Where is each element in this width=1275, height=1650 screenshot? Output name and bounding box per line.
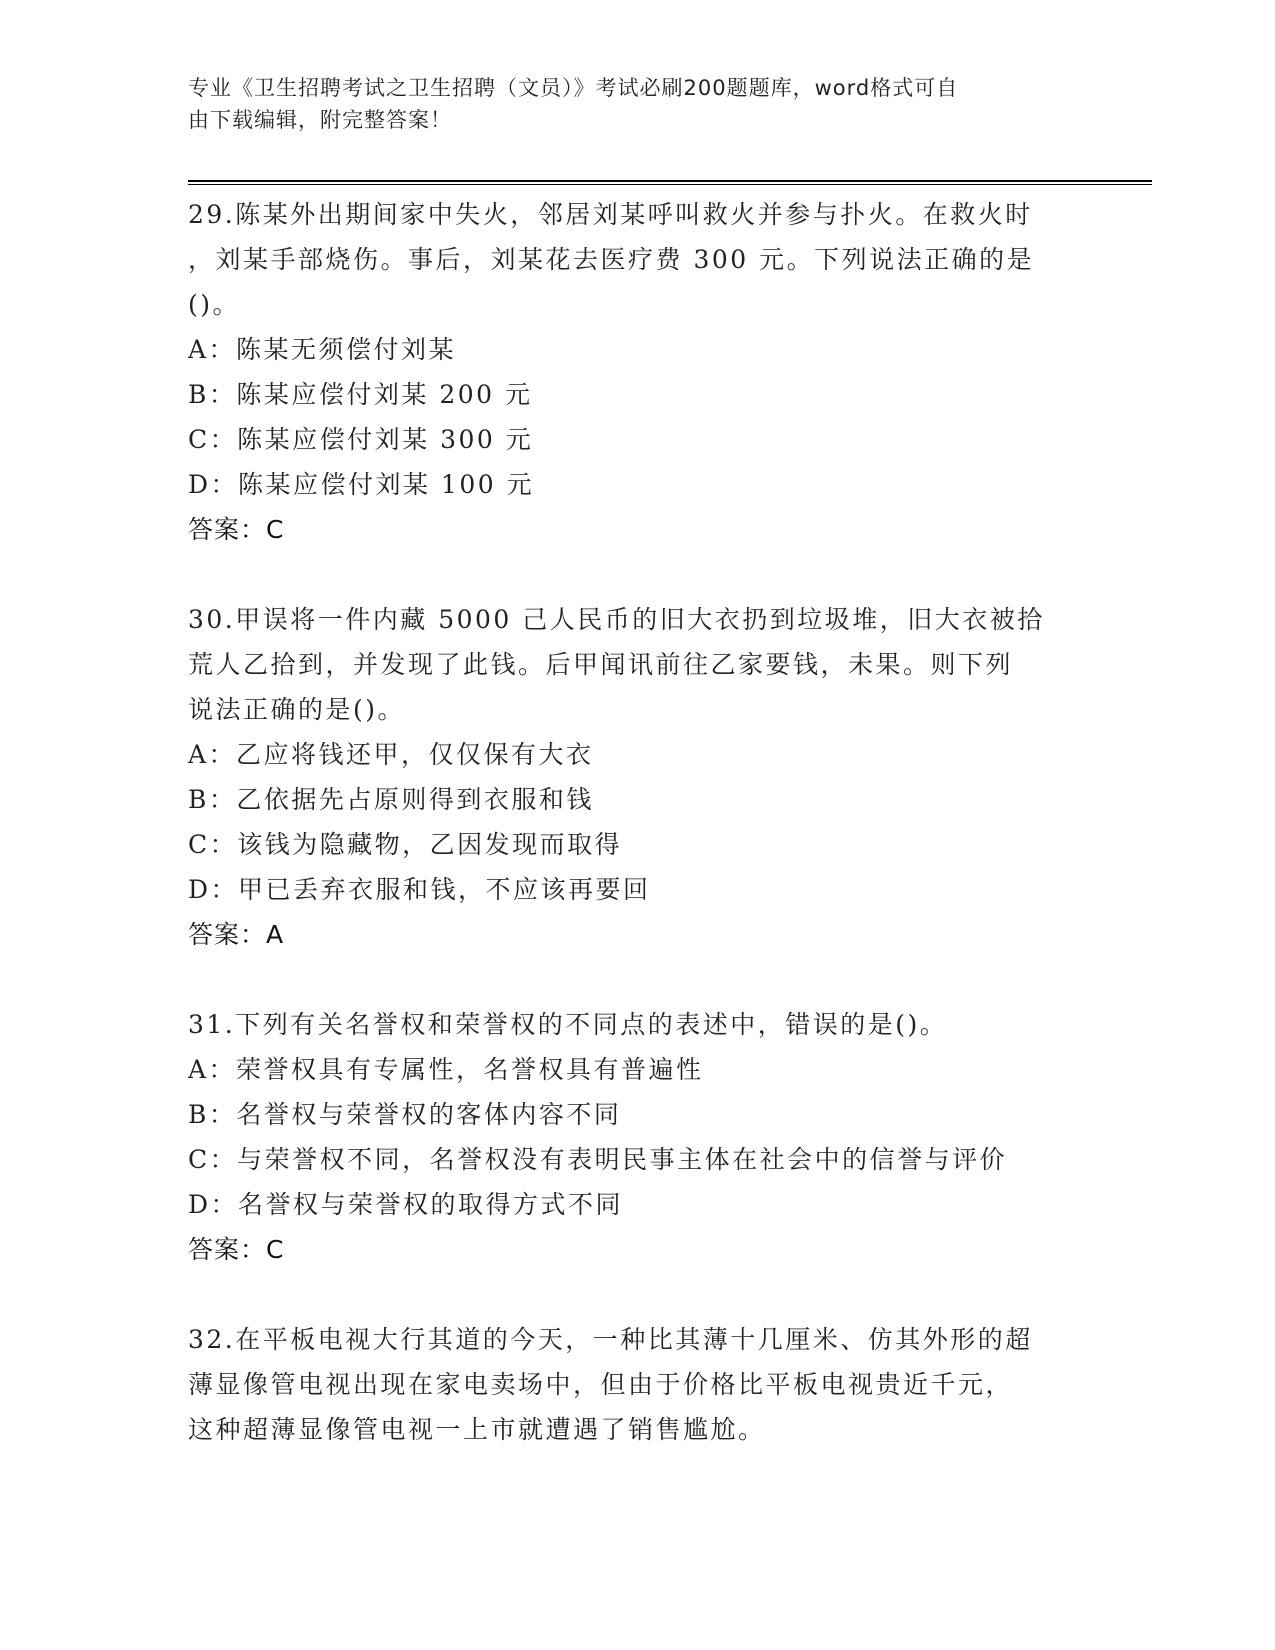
questions-list: [188, 192, 1088, 1452]
option-b: B：陈某应偿付刘某 200 元: [188, 380, 533, 409]
option-d: D：名誉权与荣誉权的取得方式不同: [188, 1190, 624, 1219]
question-30: [188, 597, 1088, 957]
option-b: B：乙依据先占原则得到衣服和钱: [188, 785, 594, 814]
option-c: C：该钱为隐藏物，乙因发现而取得: [188, 830, 623, 859]
question-stem-line: 薄显像管电视出现在家电卖场中，但由于价格比平板电视贵近千元，: [188, 1370, 1014, 1399]
option-d: D：甲已丢弃衣服和钱，不应该再要回: [188, 875, 651, 904]
option-a: A：乙应将钱还甲，仅仅保有大衣: [188, 740, 594, 769]
spacer: [188, 1272, 1088, 1317]
spacer: [188, 957, 1088, 1002]
option-c: C：陈某应偿付刘某 300 元: [188, 425, 534, 454]
question-32: [188, 1317, 1088, 1452]
option-d: D：陈某应偿付刘某 100 元: [188, 470, 535, 499]
spacer: [188, 552, 1088, 597]
header-divider-thick: [188, 180, 1152, 182]
question-stem-line: 这种超薄显像管电视一上市就遭遇了销售尴尬。: [188, 1415, 766, 1444]
question-stem-line: 荒人乙拾到，并发现了此钱。后甲闻讯前往乙家要钱，未果。则下列: [188, 650, 1014, 679]
question-stem-line: 31.下列有关名誉权和荣誉权的不同点的表述中，错误的是()。: [188, 1010, 948, 1039]
header-divider-thin: [188, 184, 1152, 185]
option-a: A：荣誉权具有专属性，名誉权具有普遍性: [188, 1055, 704, 1084]
question-stem-line: 说法正确的是()。: [188, 695, 406, 724]
question-stem-line: ，刘某手部烧伤。事后，刘某花去医疗费 300 元。下列说法正确的是: [188, 245, 1035, 274]
question-stem-line: 32.在平板电视大行其道的今天，一种比其薄十几厘米、仿其外形的超: [188, 1325, 1033, 1354]
option-b: B：名誉权与荣誉权的客体内容不同: [188, 1100, 622, 1129]
question-31: [188, 1002, 1088, 1272]
option-c: C：与荣誉权不同，名誉权没有表明民事主体在社会中的信誉与评价: [188, 1145, 1008, 1174]
question-29: [188, 192, 1088, 552]
answer-line: 答案：C: [188, 1235, 285, 1264]
option-a: A：陈某无须偿付刘某: [188, 335, 457, 364]
answer-line: 答案：A: [188, 920, 285, 949]
header-line-1: 专业《卫生招聘考试之卫生招聘（文员）》考试必刷200题题库，word格式可自: [188, 76, 959, 100]
document-header: [188, 72, 1068, 136]
question-stem-line: 30.甲误将一件内藏 5000 己人民币的旧大衣扔到垃圾堆，旧大衣被拾: [188, 605, 1045, 634]
answer-line: 答案：C: [188, 515, 285, 544]
question-stem-line: ()。: [188, 290, 241, 319]
question-stem-line: 29.陈某外出期间家中失火，邻居刘某呼叫救火并参与扑火。在救火时: [188, 200, 1033, 229]
header-line-2: 由下载编辑，附完整答案！: [188, 108, 452, 132]
